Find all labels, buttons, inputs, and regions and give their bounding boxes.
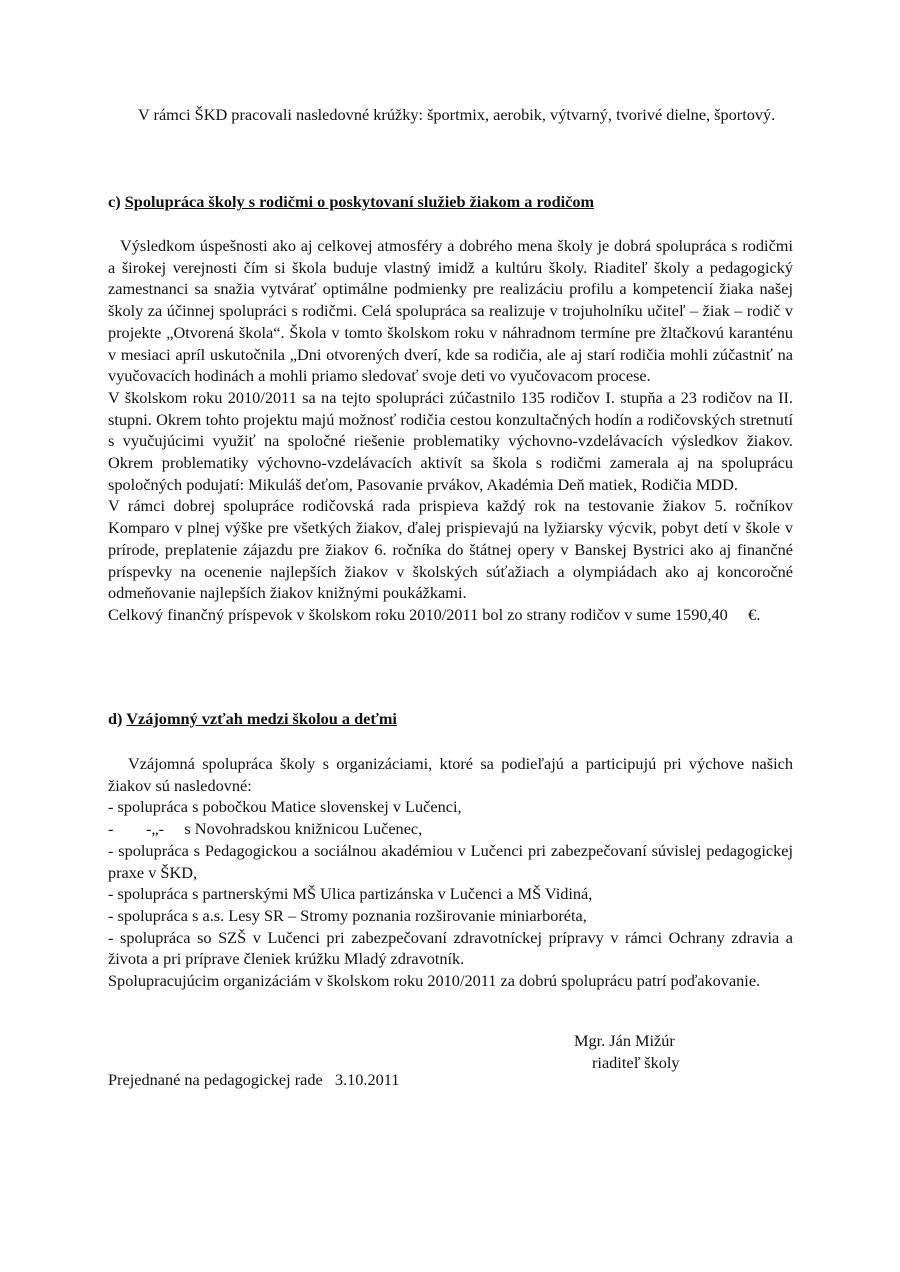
intro-text: V rámci ŠKD pracovali nasledovné krúžky: športmix, aerobik, výtvarný, tvorivé dielne, športový.	[138, 105, 776, 124]
section-c-paragraph: V rámci dobrej spolupráce rodičovská rada prispieva každý rok na testovanie žiakov 5. ročníkov Komparo v plnej výške pre všetkých žiakov, ďalej prispievajú na lyžiarsky výcvik, pobyt detí v škole v prírode, preplatenie zájazdu pre žiakov 6. ročníka do štátnej opery v Banskej Bystrici ako aj finančné príspevky na ocenenie najlepších žiakov v školských súťažiach a olympiádach ako aj koncoročné odmeňovanie najlepších žiakov knižnými poukážkami.	[108, 496, 793, 603]
section-d-heading	[108, 709, 397, 729]
section-c-prefix: c)	[108, 192, 121, 211]
list-item: - spolupráca so SZŠ v Lučenci pri zabezpečovaní zdravotníckej prípravy v rámci Ochrany zdravia a života a pri príprave členiek krúžku Mladý zdravotník.	[108, 927, 793, 969]
section-d-closing: Spolupracujúcim organizáciám v školskom roku 2010/2011 za dobrú spoluprácu patrí poďakovanie.	[108, 971, 761, 991]
section-c-heading	[108, 192, 594, 212]
section-c-paragraph: Výsledkom úspešnosti ako aj celkovej atmosféry a dobrého mena školy je dobrá spolupráca s rodičmi a širokej verejnosti čím si škola buduje vlastný imidž a kultúru školy. Riaditeľ školy a pedagogický zamestnanci sa snažia vytvárať optimálne podmienky pre realizáciu profilu a kompetencií žiaka našej školy za účinnej spolupráci s rodičmi. Celá spolupráca sa realizuje v trojuholníku učiteľ – žiak – rodič v projekte „Otvorená škola“. Škola v tomto školskom roku v náhradnom termíne pre žltačkovú karanténu v mesiaci apríl uskutočnila „Dni otvorených dverí, kde sa rodičia, ale aj starí rodičia mohli zúčastniť na vyučovacích hodinách a mohli priamo sledovať svoje deti vo vyučovacom procese.	[108, 236, 793, 386]
list-item: - spolupráca s pobočkou Matice slovenskej v Lučenci,	[108, 797, 462, 817]
list-item: - spolupráca s partnerskými MŠ Ulica partizánska v Lučenci a MŠ Vidiná,	[108, 884, 593, 904]
section-c-paragraph: Celkový finančný príspevok v školskom roku 2010/2011 bol zo strany rodičov v sume 1590,40 €.	[108, 604, 761, 624]
section-d-prefix: d)	[108, 709, 123, 728]
signer-role: riaditeľ školy	[592, 1053, 680, 1072]
section-d-title: Vzájomný vzťah medzi školou a deťmi	[126, 709, 397, 728]
signer-name: Mgr. Ján Mižúr	[574, 1031, 675, 1050]
section-d-body	[108, 753, 793, 992]
cooperation-list	[108, 796, 793, 970]
approval-date-line: Prejednané na pedagogickej rade 3.10.2011	[108, 1070, 400, 1089]
section-d-intro: Vzájomná spolupráca školy s organizáciami, ktoré sa podieľajú a participujú pri výchove našich žiakov sú nasledovné:	[108, 754, 793, 795]
section-c-body	[108, 235, 793, 626]
intro-paragraph	[108, 104, 793, 126]
list-item: - spolupráca s a.s. Lesy SR – Stromy poznania rozširovanie miniarboréta,	[108, 905, 587, 925]
section-c-paragraph: V školskom roku 2010/2011 sa na tejto spolupráci zúčastnilo 135 rodičov I. stupňa a 23 rodičov na II. stupni. Okrem tohto projektu majú možnosť rodičia cestou konzultačných hodín a rodičovských stretnutí s vyučujúcimi využiť na spoločné riešenie problematiky výchovno-vzdelávacích výsledkov žiakov. Okrem problematiky výchovno-vzdelávacích aktivít sa škola s rodičmi zamerala aj na spoluprácu spoločných podujatí: Mikuláš deťom, Pasovanie prvákov, Akadémia Deň matiek, Rodičia MDD.	[108, 387, 793, 494]
list-item: - spolupráca s Pedagogickou a sociálnou akadémiou v Lučenci pri zabezpečovaní súvislej pedagogickej praxe v ŠKD,	[108, 840, 793, 882]
list-item: - -„- s Novohradskou knižnicou Lučenec,	[108, 819, 423, 839]
section-c-title: Spolupráca školy s rodičmi o poskytovaní služieb žiakom a rodičom	[124, 192, 595, 211]
